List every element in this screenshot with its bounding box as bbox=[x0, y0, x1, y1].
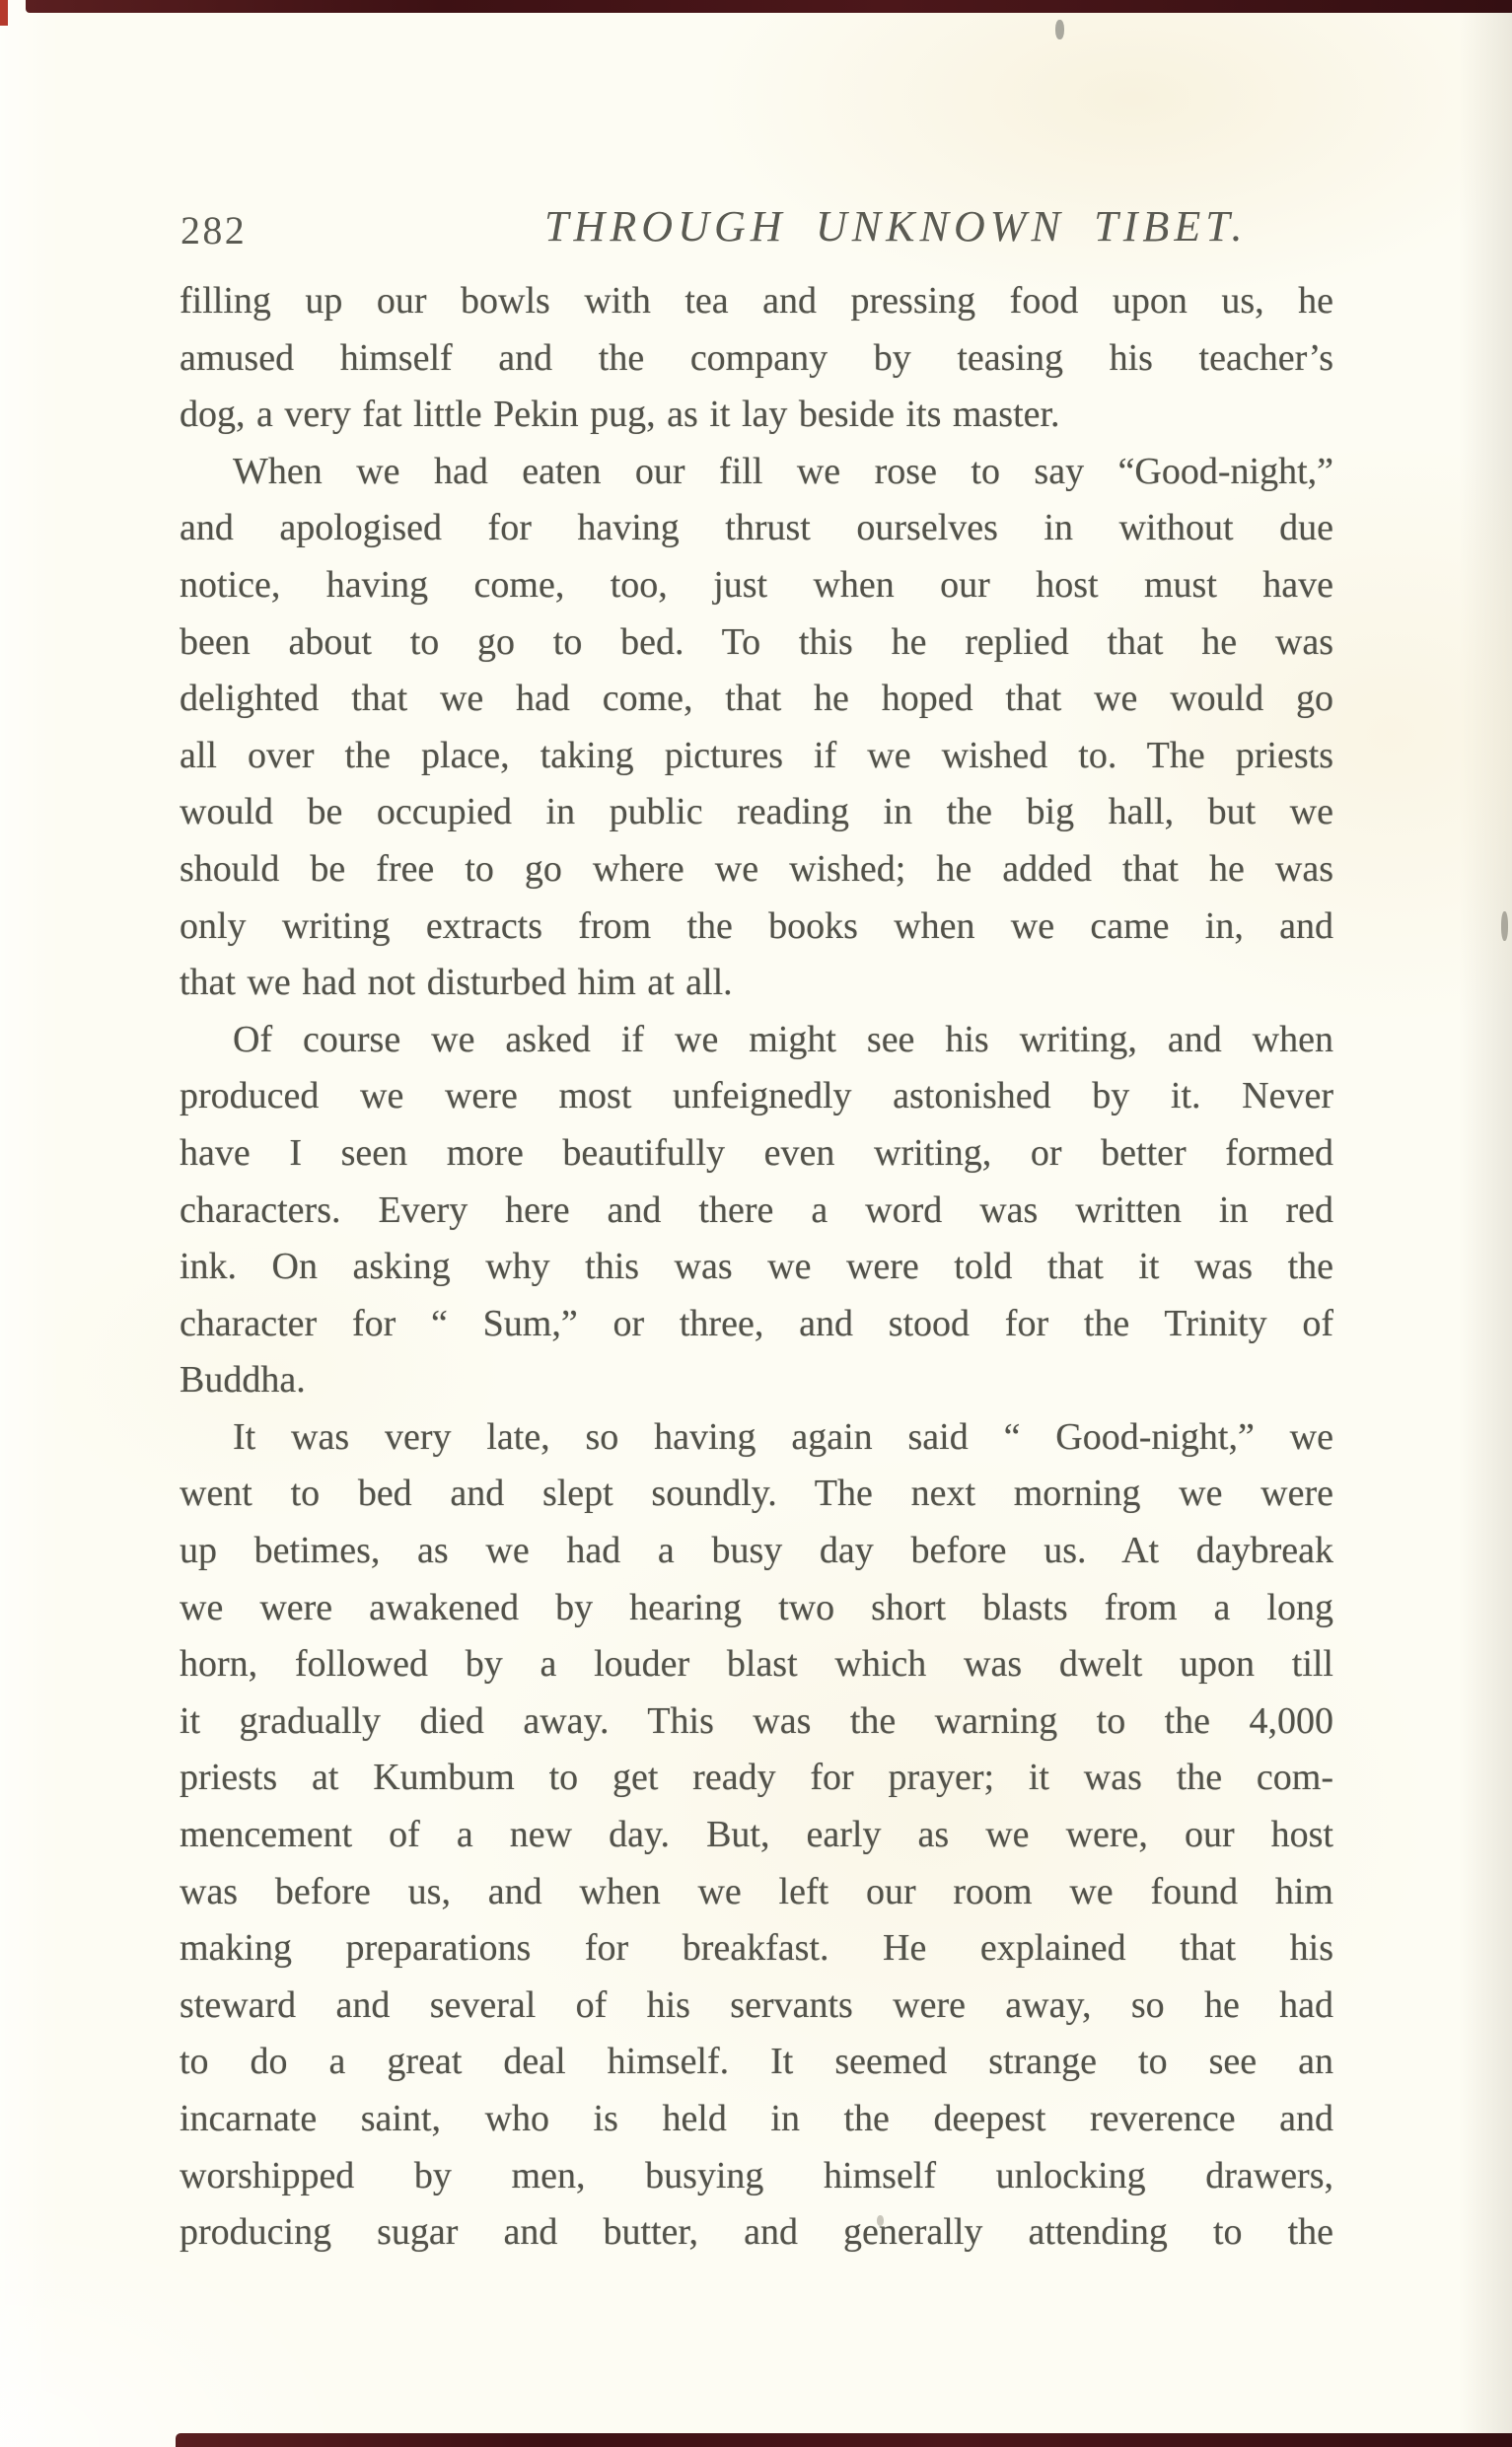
text-line: and apologised for having thrust ourselves in without due bbox=[180, 507, 1333, 549]
text-line: to do a great deal himself. It seemed strange to see an bbox=[180, 2041, 1333, 2083]
text-line: it gradually died away. This was the warning to the 4,000 bbox=[180, 1699, 1333, 1742]
text-line: have I seen more beautifully even writing, or better formed bbox=[180, 1131, 1333, 1174]
scan-speck-right-edge bbox=[1501, 911, 1508, 941]
text-line: making preparations for breakfast. He explained that his bbox=[180, 1927, 1333, 1970]
text-line: amused himself and the company by teasing his teacher’s bbox=[180, 336, 1333, 379]
text-line: only writing extracts from the books when we came in, and bbox=[180, 904, 1333, 947]
running-header bbox=[0, 201, 1512, 260]
text-line: up betimes, as we had a busy day before us. At daybreak bbox=[180, 1530, 1333, 1572]
text-line: horn, followed by a louder blast which was dwelt upon till bbox=[180, 1643, 1333, 1686]
text-line: Buddha. bbox=[180, 1359, 306, 1402]
text-line: we were awakened by hearing two short blasts from a long bbox=[180, 1586, 1333, 1628]
text-line: produced we were most unfeignedly astonished by it. Never bbox=[180, 1075, 1333, 1117]
book-edge-bottom bbox=[176, 2433, 1512, 2447]
text-line: notice, having come, too, just when our host must have bbox=[180, 563, 1333, 606]
text-line: went to bed and slept soundly. The next morning we were bbox=[180, 1473, 1333, 1515]
text-line: incarnate saint, who is held in the deepest reverence and bbox=[180, 2098, 1333, 2139]
text-line: When we had eaten our fill we rose to say “Good-night,” bbox=[233, 450, 1333, 492]
page-text bbox=[180, 273, 1333, 2262]
text-line: filling up our bowls with tea and pressing food upon us, he bbox=[180, 280, 1333, 322]
text-line: worshipped by men, busying himself unlocking drawers, bbox=[180, 2154, 1333, 2196]
text-line: dog, a very fat little Pekin pug, as it lay beside its master. bbox=[180, 394, 1060, 436]
text-line: producing sugar and butter, and generally attending to the bbox=[180, 2211, 1333, 2254]
text-line: should be free to go where we wished; he added that he was bbox=[180, 847, 1333, 890]
text-line: was before us, and when we left our room we found him bbox=[180, 1870, 1333, 1912]
text-line: been about to go to bed. To this he replied that he was bbox=[180, 620, 1333, 663]
text-line: character for “ Sum,” or three, and stood for the Trinity of bbox=[180, 1302, 1333, 1344]
text-line: would be occupied in public reading in the big hall, but we bbox=[180, 791, 1333, 833]
running-header-title: THROUGH UNKNOWN TIBET. bbox=[544, 202, 1248, 251]
text-line: Of course we asked if we might see his writing, and when bbox=[233, 1018, 1333, 1060]
text-line: all over the place, taking pictures if we wished to. The priests bbox=[180, 734, 1333, 776]
text-line: that we had not disturbed him at all. bbox=[180, 962, 733, 1004]
text-line: priests at Kumbum to get ready for prayer; it was the com- bbox=[180, 1757, 1333, 1799]
text-line: characters. Every here and there a word was written in red bbox=[180, 1188, 1333, 1231]
text-line: steward and several of his servants were away, so he had bbox=[180, 1983, 1333, 2026]
text-line: delighted that we had come, that he hoped that we would go bbox=[180, 678, 1333, 720]
red-edge-mark bbox=[0, 0, 8, 26]
text-line: ink. On asking why this was we were told that it was the bbox=[180, 1246, 1333, 1288]
book-edge-top bbox=[26, 0, 1512, 13]
text-line: mencement of a new day. But, early as we were, our host bbox=[180, 1814, 1333, 1856]
page-number: 282 bbox=[180, 208, 248, 252]
scan-speck-top bbox=[1055, 20, 1064, 39]
text-line: It was very late, so having again said “ Good-night,” we bbox=[233, 1415, 1333, 1458]
